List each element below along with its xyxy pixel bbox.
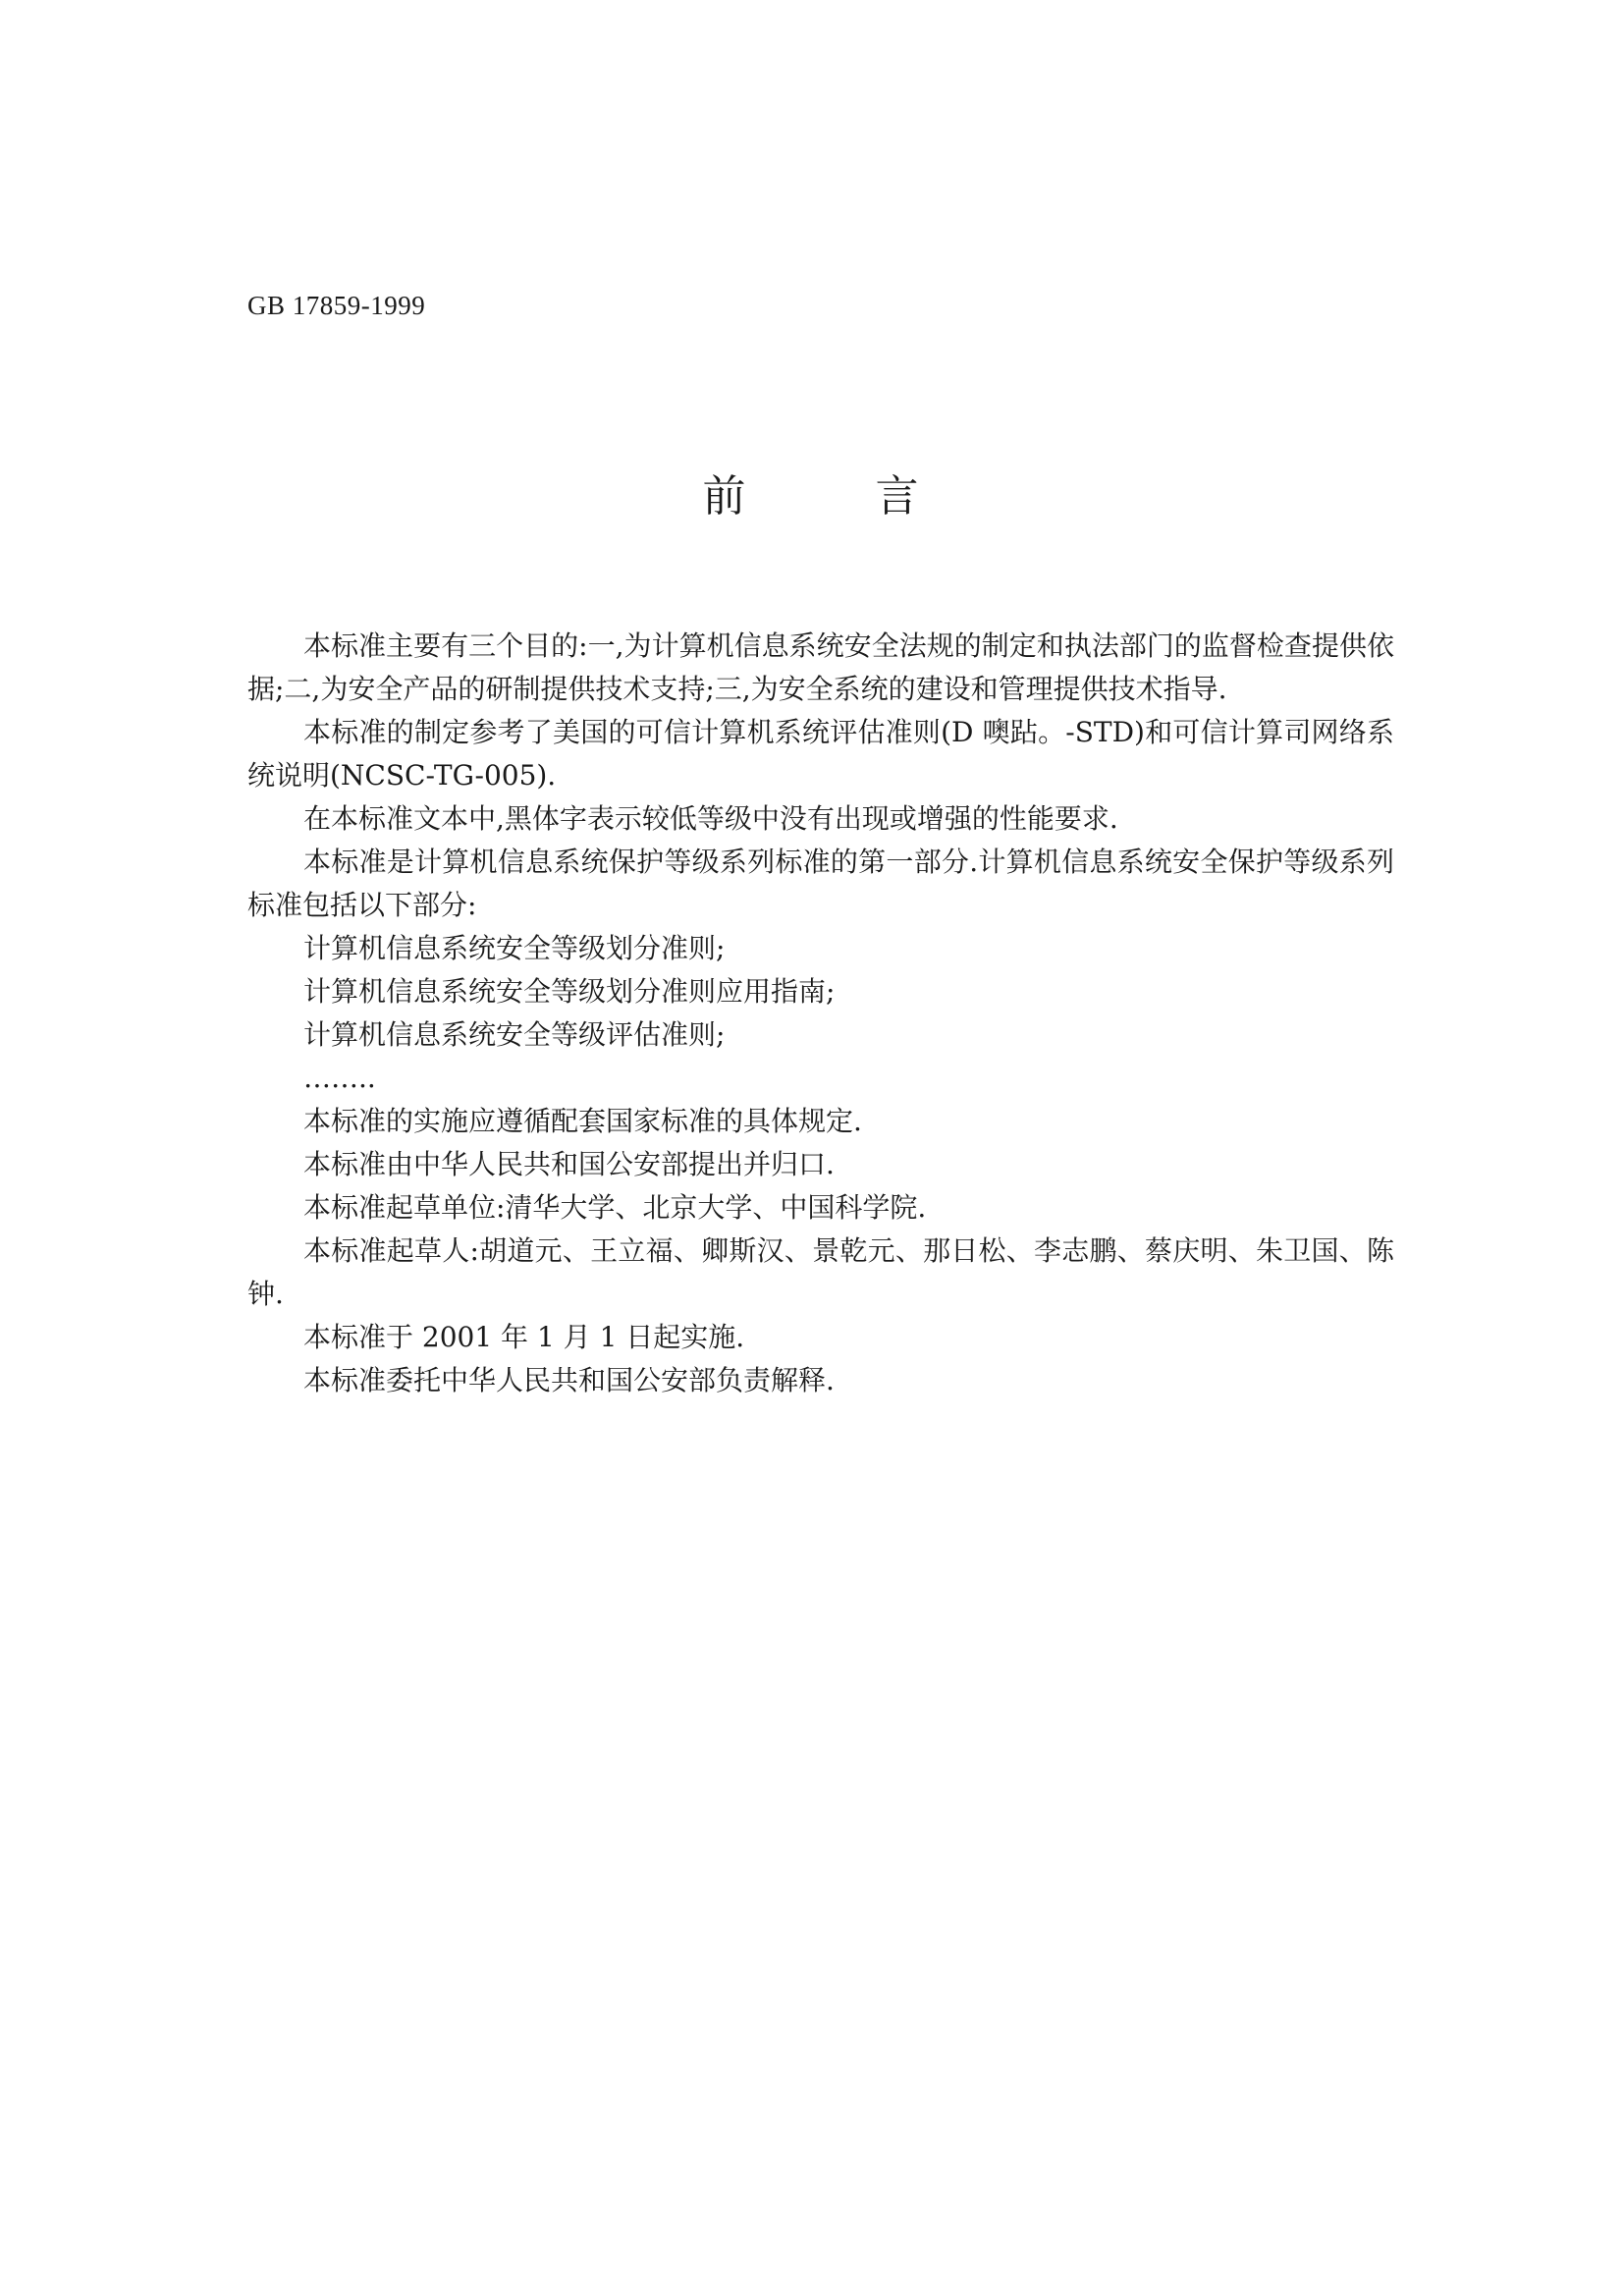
list-item-guide: 计算机信息系统安全等级划分准则应用指南; — [303, 975, 836, 1008]
title-char-2: 言 — [875, 471, 921, 521]
paragraph-drafting-units: 本标准起草单位:清华大学、北京大学、中国科学院. — [303, 1191, 927, 1224]
list-item-criteria: 计算机信息系统安全等级划分准则; — [303, 932, 726, 964]
title-char-1: 前 — [702, 471, 748, 521]
preface-body — [247, 625, 1394, 1402]
page-title — [0, 467, 1623, 526]
paragraph-reference: 本标准的制定参考了美国的可信计算机系统评估准则(D 噢跕。-STD)和可信计算司网络系统说明(NCSC-TG-005). — [247, 716, 1394, 792]
paragraph-drafters: 本标准起草人:胡道元、王立福、卿斯汉、景乾元、那日松、李志鹏、蔡庆明、朱卫国、陈钟. — [247, 1234, 1394, 1310]
paragraph-series: 本标准是计算机信息系统保护等级系列标准的第一部分.计算机信息系统安全保护等级系列标准包括以下部分: — [247, 846, 1394, 921]
paragraph-interpretation: 本标准委托中华人民共和国公安部负责解释. — [303, 1364, 835, 1396]
standard-number: GB 17859-1999 — [247, 291, 426, 320]
list-item-evaluation: 计算机信息系统安全等级评估准则; — [303, 1018, 726, 1051]
paragraph-bold-note: 在本标准文本中,黑体字表示较低等级中没有出现或增强的性能要求. — [303, 802, 1118, 835]
paragraph-proposer: 本标准由中华人民共和国公安部提出并归口. — [303, 1148, 835, 1180]
paragraph-purpose: 本标准主要有三个目的:一,为计算机信息系统安全法规的制定和执法部门的监督检查提供依据;二,为安全产品的研制提供技术支持;三,为安全系统的建设和管理提供技术指导. — [247, 629, 1394, 705]
paragraph-effective-date: 本标准于 2001 年 1 月 1 日起实施. — [303, 1321, 745, 1353]
list-item-ellipsis: …….. — [303, 1062, 376, 1094]
paragraph-implementation: 本标准的实施应遵循配套国家标准的具体规定. — [303, 1105, 862, 1137]
